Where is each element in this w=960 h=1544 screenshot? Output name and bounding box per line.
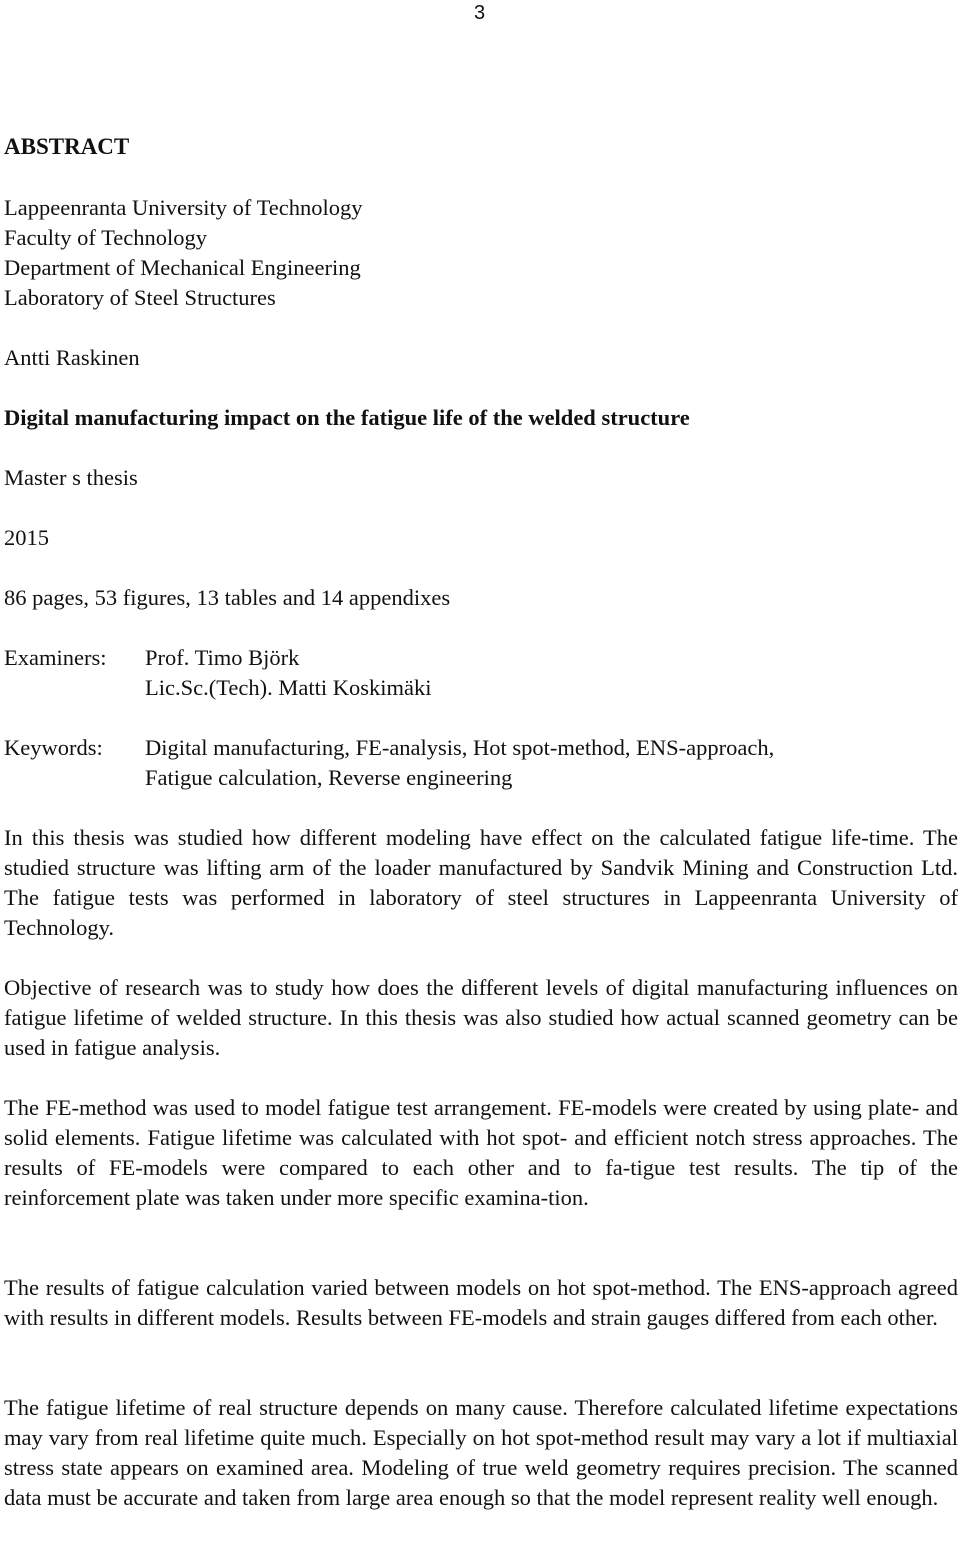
author-name: Antti Raskinen — [4, 345, 140, 370]
examiner-1: Prof. Timo Björk — [145, 645, 300, 670]
abstract-paragraph-4: The results of fatigue calculation varied between models on hot spot-method. The ENS-approach agreed with results in different models. Results between FE-models and strain gauges differed from each other. — [4, 1275, 958, 1330]
abstract-paragraph-2: Objective of research was to study how does the different levels of digital manufacturing influences on fatigue lifetime of welded structure. In this thesis was also studied how actual scanned geometry can be used in fatigue analysis. — [4, 975, 958, 1060]
institution-faculty: Faculty of Technology — [4, 225, 207, 250]
institution-university: Lappeenranta University of Technology — [4, 195, 363, 220]
institution-department: Department of Mechanical Engineering — [4, 255, 361, 280]
thesis-extent: 86 pages, 53 figures, 13 tables and 14 appendixes — [4, 585, 451, 610]
thesis-title: Digital manufacturing impact on the fatigue life of the welded structure — [4, 405, 690, 430]
abstract-paragraph-5: The fatigue lifetime of real structure depends on many cause. Therefore calculated lifetime expectations may vary from real lifetime quite much. Especially on hot spot-method result may vary a lot if multiaxial stress state appears on examined area. Modeling of true weld geometry requires precision. The scanned data must be accurate and taken from large area enough so that the model represent reality well enough. — [4, 1395, 958, 1510]
thesis-year: 2015 — [4, 525, 49, 550]
abstract-paragraph-3: The FE-method was used to model fatigue test arrangement. FE-models were created by using plate- and solid elements. Fatigue lifetime was calculated with hot spot- and efficient notch stress approaches. The results of FE-models were compared to each other and to fa-tigue test results. The tip of the reinforcement plate was taken under more specific examina-tion. — [4, 1095, 958, 1210]
keywords-label: Keywords: — [4, 735, 103, 760]
page-number: 3 — [474, 2, 486, 24]
keywords-line-1: Digital manufacturing, FE-analysis, Hot spot-method, ENS-approach, — [145, 735, 775, 760]
examiner-2: Lic.Sc.(Tech). Matti Koskimäki — [145, 675, 432, 700]
abstract-paragraph-1: In this thesis was studied how different modeling have effect on the calculated fatigue life-time. The studied structure was lifting arm of the loader manufactured by Sandvik Mining and Construction Ltd. The fatigue tests was performed in laboratory of steel structures in Lappeenranta University of Technology. — [4, 825, 958, 940]
abstract-heading: ABSTRACT — [4, 134, 130, 159]
examiners-label: Examiners: — [4, 645, 107, 670]
institution-laboratory: Laboratory of Steel Structures — [4, 285, 276, 310]
keywords-line-2: Fatigue calculation, Reverse engineering — [145, 765, 513, 790]
thesis-type: Master s thesis — [4, 465, 138, 490]
